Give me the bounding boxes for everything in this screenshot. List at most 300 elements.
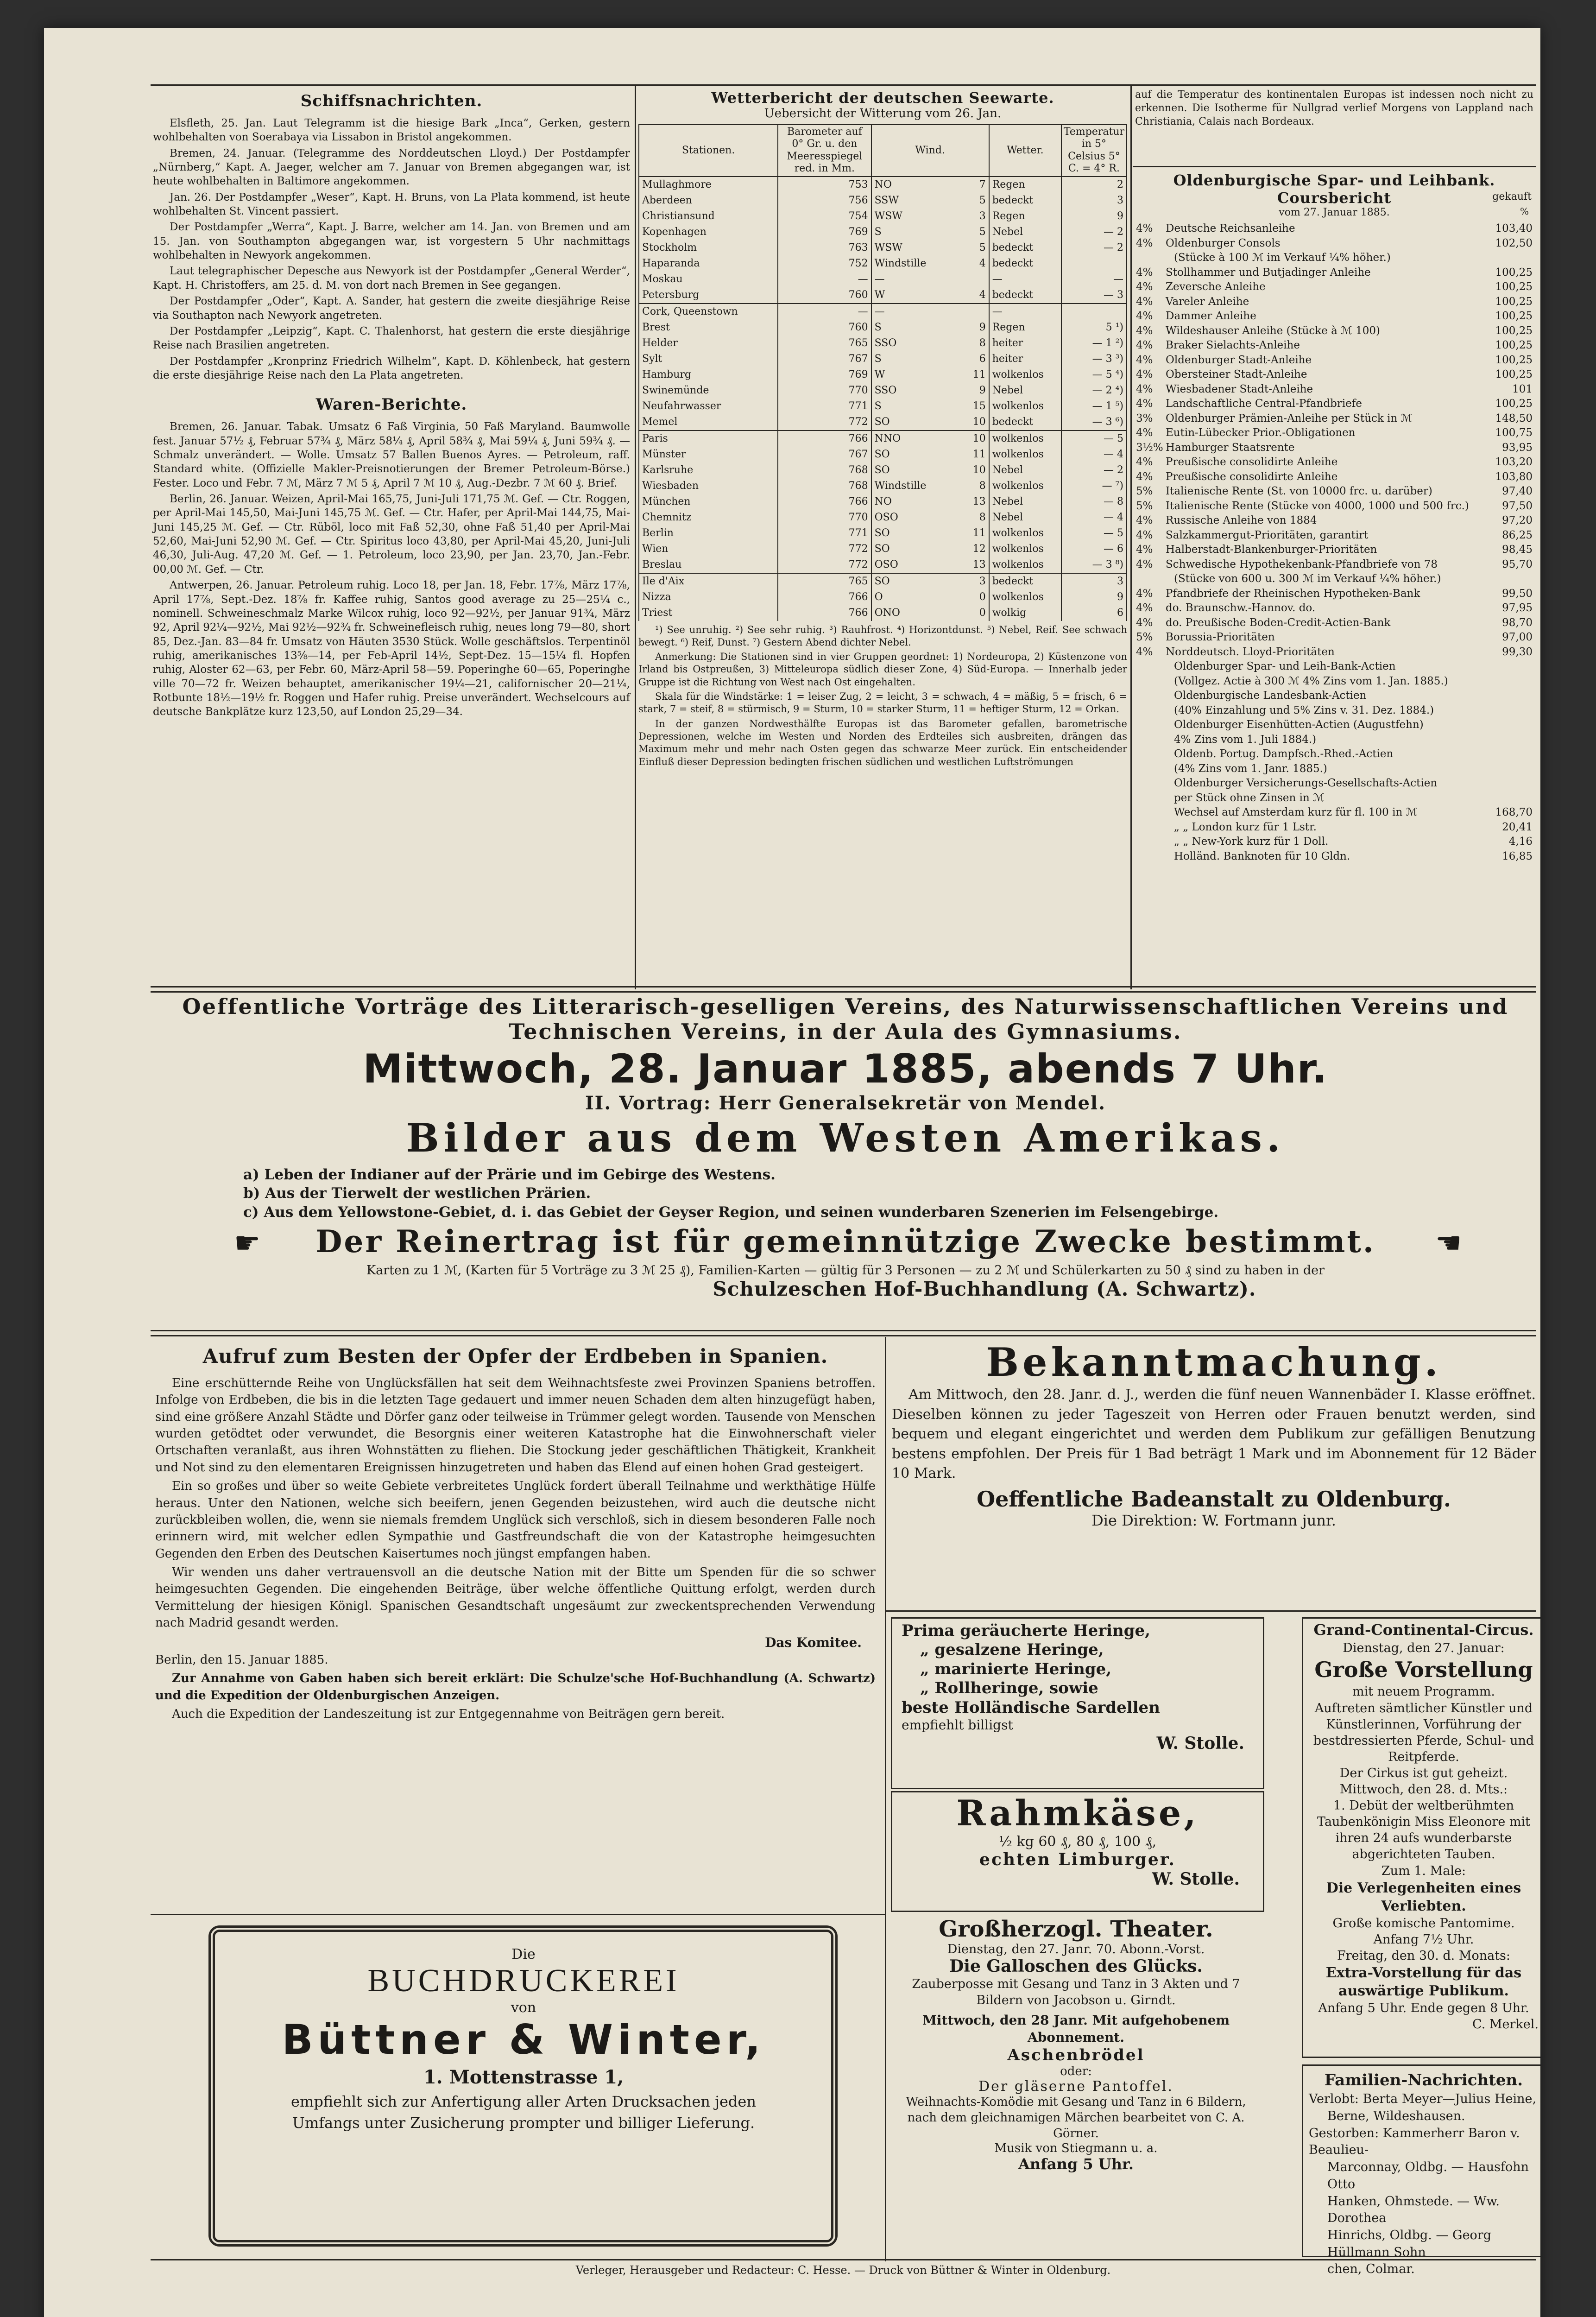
weather-condition: Nebel (989, 494, 1061, 510)
wind-strength: 0 (979, 591, 986, 603)
appeal-date: Berlin, den 15. Januar 1885. (155, 1652, 328, 1667)
bank-row (1135, 309, 1533, 324)
weather-wind (871, 414, 989, 430)
wind-direction: SO (874, 416, 890, 428)
bank-rate-value: 103,40 (1495, 222, 1533, 234)
weather-wind (871, 304, 989, 320)
weather-table (638, 124, 1127, 621)
weather-wind (871, 256, 989, 272)
weather-pressure: 753 (778, 177, 871, 193)
wind-strength: 5 (979, 241, 986, 253)
weather-pressure: 767 (778, 447, 871, 462)
weather-condition: wolkenlos (989, 367, 1061, 383)
circus-times: Anfang 5 Uhr. Ende gegen 8 Uhr. (1318, 2000, 1529, 2015)
bank-rate-interest (1135, 849, 1165, 864)
shipping-paragraph: Jan. 26. Der Postdampfer „Weser“, Kapt. H. Bruns, von La Plata kommend, ist heute wohlbehalten St. Vincent passiert. (153, 191, 630, 218)
weather-station: Hamburg (639, 367, 778, 383)
weather-row (639, 209, 1127, 224)
weather-pressure: 772 (778, 414, 871, 430)
family-line: Verlobt: Berta Meyer—Julius Heine, (1309, 2092, 1537, 2107)
weather-report (638, 88, 1127, 770)
weather-notes (638, 624, 1127, 768)
weather-station: München (639, 494, 778, 510)
bank-title: Oldenburgische Spar- und Leihbank. (1173, 171, 1495, 189)
weather-station: Brest (639, 320, 778, 336)
bank-rate-interest: 4% (1136, 266, 1153, 279)
bank-row (1135, 455, 1533, 470)
bank-row (1135, 762, 1533, 777)
circus-start: Anfang 7½ Uhr. (1373, 1932, 1474, 1947)
bank-rate-name: Hamburger Staatsrente (1166, 441, 1295, 454)
appeal-paragraph: Wir wenden uns daher vertrauensvoll an die deutsche Nation mit der Bitte um Spenden für die so schwer heimgesuchten Gegenden. Die eingehenden Beiträge, über welche öffentliche Quittung erfolgt, werden durch Vermittelung der hiesigen Königl. Spanischen Gesandtschaft ungesäumt zur zweckentsprechenden Verwendung nach Madrid gesandt werden. (155, 1565, 876, 1630)
weather-row (639, 447, 1127, 462)
bank-row (1135, 703, 1533, 718)
herring-line: „ Rollheringe, sowie (920, 1679, 1098, 1698)
weather-condition: bedeckt (989, 573, 1061, 589)
bank-rate-name: Oldenburger Consols (1166, 237, 1281, 249)
bank-rate-value (1490, 776, 1533, 791)
bank-rate-name: Oldenburger Eisenhütten-Actien (Augustfehn) (1174, 719, 1424, 731)
bank-rate-value: 99,30 (1502, 646, 1533, 658)
circus-extra: Extra-Vorstellung für das auswärtige Publikum. (1325, 1964, 1522, 1999)
weather-pressure: 772 (778, 541, 871, 557)
bank-rate-name: Pfandbriefe der Rheinischen Hypotheken-Bank (1166, 587, 1420, 600)
bank-rate-name: do. Braunschw.-Hannov. do. (1166, 602, 1316, 614)
weather-row (639, 320, 1127, 336)
wind-strength: 10 (972, 464, 986, 476)
bank-row (1135, 849, 1533, 864)
shipping-paragraph: Bremen, 24. Januar. (Telegramme des Norddeutschen Lloyd.) Der Postdampfer „Nürnberg,“ Kapt. A. Jaeger, welcher am 7. Januar von Bremen abgegangen war, ist heute wohlbehalten in Baltimore angekommen. (153, 147, 630, 188)
bank-rate-interest: 4% (1136, 398, 1153, 410)
bank-rate-name: Deutsche Reichsanleihe (1166, 222, 1295, 234)
bank-rate-interest: 4% (1136, 646, 1153, 658)
wind-strength: 7 (979, 178, 986, 190)
weather-temperature: — 2 (1061, 462, 1127, 478)
bank-rate-value: 97,40 (1502, 485, 1533, 497)
bank-rate-value: 16,85 (1502, 850, 1533, 862)
family-line: Hanken, Ohmstede. — Ww. Dorothea (1327, 2194, 1500, 2226)
weather-pressure: 756 (778, 193, 871, 209)
bank-row (1135, 733, 1533, 747)
weather-header: Wind. (871, 125, 989, 177)
herring-tail: empfiehlt billigst (902, 1717, 1013, 1733)
bank-rate-value: 100,25 (1495, 295, 1533, 308)
bank-rate-name: Borussia-Prioritäten (1166, 631, 1275, 643)
print-ad-address: 1. Mottenstrasse 1, (423, 2066, 624, 2088)
weather-station: Mullaghmore (639, 177, 778, 193)
weather-station: Breslau (639, 557, 778, 573)
shipping-paragraph: Elsfleth, 25. Jan. Laut Telegramm ist die hiesige Bark „Inca“, Gerken, gestern wohlbehalten von Soerabaya via Lissabon in Bristol angekommen. (153, 117, 630, 144)
bank-row (1135, 630, 1533, 645)
wind-direction: — (874, 305, 885, 317)
wind-direction: SO (874, 575, 890, 587)
imprint: Verleger, Herausgeber und Redacteur: C. Hesse. — Druck von Büttner & Winter in Oldenburg. (575, 2264, 1111, 2277)
weather-row (639, 494, 1127, 510)
bank-rate-interest (1135, 572, 1165, 587)
circus-first: Zum 1. Male: (1381, 1863, 1466, 1878)
wind-direction: S (874, 353, 882, 365)
weather-condition: Nebel (989, 510, 1061, 525)
bank-rate-interest: 4% (1136, 310, 1153, 322)
weather-condition: bedeckt (989, 256, 1061, 272)
weather-station: Memel (639, 414, 778, 430)
weather-temperature: — 5 (1061, 430, 1127, 447)
bank-row (1135, 543, 1533, 557)
wind-direction: W (874, 289, 885, 301)
wind-strength: 6 (979, 353, 986, 365)
weather-temperature: 6 (1061, 605, 1127, 621)
bank-rate-value: 93,95 (1502, 441, 1533, 454)
pointing-hand-icon: ☛ (1435, 1226, 1462, 1260)
shipping-title: Schiffsnachrichten. (300, 92, 483, 110)
weather-header: Temperatur in 5° Celsius 5° C. = 4° R. (1061, 125, 1127, 177)
wind-strength: 4 (979, 289, 986, 301)
weather-condition: wolkenlos (989, 399, 1061, 414)
weather-pressure: — (778, 272, 871, 287)
bank-rate-interest: 4% (1136, 281, 1153, 293)
circus-friday: Freitag, den 30. d. Monats: (1337, 1948, 1511, 1963)
top-rule (151, 84, 1536, 86)
weather-wind (871, 224, 989, 240)
bank-rate-interest: 4% (1136, 427, 1153, 439)
weather-note: Skala für die Windstärke: 1 = leiser Zug, 2 = leicht, 3 = schwach, 4 = mäßig, 5 = frisch, 6 = stark, 7 = steif, 8 = stürmisch, 9 = Sturm, 10 = starker Sturm, 11 = heftiger Sturm, 12 = Orkan. (638, 691, 1127, 715)
theater-tuesday: Dienstag, den 27. Janr. 70. Abonn.-Vorst. (947, 1942, 1205, 1956)
weather-row (639, 510, 1127, 525)
bank-rate-interest (1135, 733, 1165, 747)
weather-station: Haparanda (639, 256, 778, 272)
bank-rate-value: 100,25 (1495, 310, 1533, 322)
theater-play1: Die Galloschen des Glücks. (949, 1956, 1203, 1976)
bank-rate-name: Wiesbadener Stadt-Anleihe (1166, 383, 1313, 395)
lecture-line1: Oeffentliche Vorträge des Litterarisch-geselligen Vereins, des Naturwissenschaftlichen Vereins und (182, 994, 1509, 1019)
wind-strength: 3 (979, 575, 986, 587)
weather-station: Neufahrwasser (639, 399, 778, 414)
wind-direction: O (874, 591, 883, 603)
theater-music: Musik von Stiegmann u. a. (994, 2141, 1158, 2156)
bank-rate-name: Dammer Anleihe (1166, 310, 1256, 322)
weather-row (639, 383, 1127, 399)
bank-row (1135, 747, 1533, 762)
weather-condition: wolkenlos (989, 589, 1061, 605)
bank-rate-value: 100,25 (1495, 266, 1533, 279)
bank-rate-interest: 4% (1136, 237, 1153, 249)
bank-rate-interest: 4% (1136, 616, 1153, 629)
weather-temperature: — 3 (1061, 287, 1127, 304)
wind-strength: 9 (979, 321, 986, 333)
wind-direction: SO (874, 543, 890, 555)
weather-pressure: 765 (778, 336, 871, 351)
weather-temperature: — (1061, 272, 1127, 287)
wind-direction: SSW (874, 194, 899, 206)
bank-rate-interest: 4% (1136, 368, 1153, 380)
herring-seller: W. Stolle. (1156, 1733, 1244, 1753)
family-line: Hinrichs, Oldbg. — Georg Hüllmann Sohn (1327, 2228, 1492, 2260)
weather-pressure: 766 (778, 494, 871, 510)
bank-rate-name: Salzkammergut-Prioritäten, garantirt (1166, 529, 1369, 541)
weather-station: Stockholm (639, 240, 778, 256)
weather-temperature: — 3 ³) (1061, 351, 1127, 367)
circus-date: Dienstag, den 27. Januar: (1343, 1640, 1505, 1655)
column-rule-1 (635, 86, 636, 989)
section-rule-1 (151, 986, 1536, 993)
bank-rate-interest (1135, 251, 1165, 266)
wind-direction: SO (874, 448, 890, 460)
weather-wind (871, 367, 989, 383)
bank-rate-name: Landschaftliche Central-Pfandbriefe (1166, 398, 1362, 410)
weather-row (639, 177, 1127, 193)
appeal-paragraph: Zur Annahme von Gaben haben sich bereit erklärt: Die Schulze'sche Hof-Buchhandlung (A. Schwartz) und die Expedition der Oldenburgischen Anzeigen. (155, 1671, 876, 1703)
weather-row (639, 351, 1127, 367)
lecture-item: b) Aus der Tierwelt der westlichen Prärien. (243, 1185, 591, 1202)
wind-strength: 0 (979, 607, 986, 619)
weather-station: Münster (639, 447, 778, 462)
weather-note: ¹) See unruhig. ²) See sehr ruhig. ³) Rauhfrost. ⁴) Horizontdunst. ⁵) Nebel, Reif. See schwach bewegt. ⁶) Reif, Dunst. ⁷) Gestern Abend dichter Nebel. (638, 624, 1127, 648)
earthquake-appeal (155, 1340, 876, 1724)
wind-strength: 5 (979, 226, 986, 238)
bank-rate-value: 20,41 (1502, 821, 1533, 833)
circus-pantomime: Die Verlegenheiten eines Verliebten. (1326, 1880, 1521, 1914)
herring-line: „ gesalzene Heringe, (920, 1640, 1104, 1659)
wind-direction: S (874, 226, 882, 238)
weather-wind (871, 351, 989, 367)
wind-direction: OSO (874, 558, 898, 570)
cheese-ad (891, 1791, 1264, 1912)
weather-temperature: 3 (1061, 573, 1127, 589)
bank-row (1135, 499, 1533, 514)
bank-rate-value: 100,25 (1495, 339, 1533, 351)
wind-strength: 15 (972, 400, 986, 412)
weather-wind (871, 399, 989, 414)
weather-station: Cork, Queenstown (639, 304, 778, 320)
weather-station: Nizza (639, 589, 778, 605)
weather-temperature: 9 (1061, 589, 1127, 605)
bank-row (1135, 718, 1533, 733)
bank-rate-value: 97,50 (1502, 500, 1533, 512)
wind-direction: SO (874, 464, 890, 476)
weather-wind (871, 462, 989, 478)
bank-rate-interest (1135, 747, 1165, 762)
bank-row (1135, 441, 1533, 456)
weather-temperature: 5 ¹) (1061, 320, 1127, 336)
wind-strength: 12 (972, 543, 986, 555)
bank-row (1135, 805, 1533, 820)
wind-strength: 8 (979, 511, 986, 523)
bank-rate-name: Wildeshauser Anleihe (Stücke à ℳ 100) (1166, 324, 1380, 337)
bath-text: Am Mittwoch, den 28. Janr. d. J., werden die fünf neuen Wannenbäder I. Klasse eröffnet. Dieselben können zu jeder Tageszeit von Herren oder Frauen benutzt werden, sind bequem und elegant eingerichtet und werden dem Publikum zur gefälligen Benutzung bestens empfohlen. Der Preis für 1 Bad beträgt 1 Mark und im Abonnement für 12 Bäder 10 Mark. (892, 1386, 1536, 1482)
print-ad-title: BUCHDRUCKEREI (367, 1963, 680, 1999)
family-line: Marconnay, Oldbg. — Hausfohn Otto (1327, 2160, 1529, 2191)
family-title: Familien-Nachrichten. (1324, 2071, 1523, 2089)
bank-rate-value (1490, 718, 1533, 733)
bath-notice (892, 1339, 1536, 1529)
bank-rate-name: (Stücke von 600 u. 300 ℳ im Verkauf ¼% höher.) (1174, 573, 1441, 585)
bank-rate-name: Italienische Rente (Stücke von 4000, 1000 und 500 frc.) (1166, 500, 1469, 512)
wind-strength: 10 (972, 432, 986, 444)
bank-rate-name: Eutin-Lübecker Prior.-Obligationen (1166, 427, 1356, 439)
weather-temperature: — 2 ⁴) (1061, 383, 1127, 399)
weather-station: Paris (639, 430, 778, 447)
family-line: Berne, Wildeshausen. (1327, 2108, 1465, 2123)
bank-row (1135, 353, 1533, 368)
wind-direction: WSW (874, 210, 902, 222)
shipping-paragraph: Laut telegraphischer Depesche aus Newyork ist der Postdampfer „General Werder“, Kapt. H. Christoffers, am 25. d. M. von dort nach Bremen in See gegangen. (153, 265, 630, 291)
bank-rate-value: 100,25 (1495, 398, 1533, 410)
weather-wind (871, 557, 989, 573)
weather-row (639, 541, 1127, 557)
bank-rate-interest (1135, 703, 1165, 718)
weather-note: In der ganzen Nordwesthälfte Europas ist das Barometer gefallen, barometrische Depressionen, welche im Westen und Norden des Erdteiles sich ausbreiten, drängen das Maximum mehr und mehr nach Osten gegen das schwarze Meer zurück. Ein entscheidender Einfluß dieser Depression bedingten frischen südlichen und westlichen Luftströmungen (638, 718, 1127, 767)
weather-temperature: — 4 (1061, 510, 1127, 525)
weather-pressure: 768 (778, 478, 871, 494)
bank-rate-value: 99,50 (1502, 587, 1533, 600)
weather-row (639, 193, 1127, 209)
weather-wind (871, 430, 989, 447)
weather-temperature: — 1 ⁵) (1061, 399, 1127, 414)
weather-wind (871, 510, 989, 525)
column-rule-2 (1130, 86, 1132, 989)
print-ad-text: empfiehlt sich zur Anfertigung aller Arten Drucksachen jeden Umfangs unter Zusicherung prompter und billiger Lieferung. (291, 2093, 756, 2132)
bank-rate-value (1490, 572, 1533, 587)
weather-wind (871, 589, 989, 605)
weather-pressure: 769 (778, 367, 871, 383)
weather-row (639, 256, 1127, 272)
bank-rate-value: 98,45 (1502, 544, 1533, 556)
bank-row (1135, 367, 1533, 382)
shipping-paragraph: Der Postdampfer „Leipzig“, Kapt. C. Thalenhorst, hat gestern die erste diesjährige Reise nach Brasilien angetreten. (153, 325, 630, 352)
shipping-paragraph: Der Postdampfer „Kronprinz Friedrich Wilhelm“, Kapt. D. Köhlenbeck, hat gestern die erste diesjährige Reise nach den La Plata angetreten. (153, 355, 630, 381)
print-ad-name: Büttner & Winter, (282, 2016, 765, 2064)
weather-station: Berlin (639, 525, 778, 541)
theater-oder: oder: (1060, 2064, 1092, 2078)
bank-rate-name: Wechsel auf Amsterdam kurz für fl. 100 in ℳ (1174, 806, 1418, 818)
family-line: chen, Colmar. (1327, 2262, 1415, 2277)
bank-rate-interest: 4% (1136, 324, 1153, 337)
circus-signature: C. Merkel. (1472, 2017, 1539, 2032)
bank-rate-name: (40% Einzahlung und 5% Zins v. 31. Dez. 1884.) (1174, 704, 1434, 716)
weather-condition: wolkenlos (989, 541, 1061, 557)
weather-header: Stationen. (639, 125, 778, 177)
weather-pressure: 766 (778, 430, 871, 447)
bank-col-head: gekauft (1492, 191, 1532, 203)
wind-strength: 11 (972, 368, 986, 380)
weather-row (639, 304, 1127, 320)
lecture-tickets: Karten zu 1 ℳ, (Karten für 5 Vorträge zu 3 ℳ 25 ₰), Familien-Karten — gültig für 3 Personen — zu 2 ℳ und Schülerkarten zu 50 ₰ sind zu haben in der (366, 1263, 1325, 1278)
bank-rate-value: 97,20 (1502, 514, 1533, 526)
weather-condition: Nebel (989, 462, 1061, 478)
weather-wind (871, 177, 989, 193)
weather-pressure: 767 (778, 351, 871, 367)
weather-wind (871, 573, 989, 589)
wind-strength: 13 (972, 495, 986, 507)
proceeds-row (155, 1223, 1536, 1263)
bank-rate-interest: 3½% (1136, 441, 1163, 454)
wind-direction: ONO (874, 607, 900, 619)
bank-rate-interest: 4% (1136, 544, 1153, 556)
bank-rate-name: 4% Zins vom 1. Juli 1884.) (1174, 733, 1317, 746)
weather-row (639, 399, 1127, 414)
theater-wednesday: Mittwoch, den 28 Janr. Mit aufgehobenem Abonnement. (922, 2013, 1230, 2045)
bank-row (1135, 470, 1533, 485)
weather-temperature (1061, 256, 1127, 272)
weather-wind (871, 525, 989, 541)
bank-rate-name: Braker Sielachts-Anleihe (1166, 339, 1300, 351)
bank-row (1135, 280, 1533, 295)
weather-wind (871, 605, 989, 621)
lecture-item: c) Aus dem Yellowstone-Gebiet, d. i. das Gebiet der Geyser Region, und seinen wunderbaren Szenerien im Felsengebirge. (243, 1203, 1219, 1221)
bank-rate-value: 4,16 (1508, 836, 1533, 848)
weather-condition: bedeckt (989, 240, 1061, 256)
weather-condition: — (989, 304, 1061, 320)
bank-rate-name: Russische Anleihe von 1884 (1166, 514, 1317, 526)
weather-temperature: — 1 ²) (1061, 336, 1127, 351)
column-rule-3 (885, 1337, 886, 2261)
bank-row (1135, 835, 1533, 849)
weather-pressure: 766 (778, 589, 871, 605)
wind-direction: Windstille (874, 257, 927, 269)
family-news (1302, 2064, 1540, 2277)
bank-rate-name: (4% Zins vom 1. Janr. 1885.) (1174, 762, 1327, 775)
weather-wind (871, 287, 989, 304)
bank-rate-value (1490, 733, 1533, 747)
wind-strength: 11 (972, 448, 986, 460)
bank-rate-value: 102,50 (1495, 237, 1533, 249)
bank-row (1135, 645, 1533, 660)
wind-strength: 8 (979, 480, 986, 492)
pointing-hand-icon: ☛ (234, 1226, 261, 1260)
weather-wind (871, 193, 989, 209)
bank-rate-interest (1135, 718, 1165, 733)
appeal-signature: Das Komitee. (765, 1634, 862, 1650)
bath-text-block (892, 1385, 1536, 1484)
weather-temperature: 9 (1061, 209, 1127, 224)
bank-rate-value: 97,95 (1502, 602, 1533, 614)
weather-pressure: 766 (778, 605, 871, 621)
circus-ad (1302, 1617, 1540, 2058)
weather-pressure: 763 (778, 240, 871, 256)
weather-row (639, 287, 1127, 304)
bank-rate-interest: 4% (1136, 470, 1153, 483)
weather-station: Helder (639, 336, 778, 351)
circus-debut: 1. Debüt der weltberühmten Taubenkönigin Miss Eleonore mit ihren 24 aufs wunderbarste abgerichteten Tauben. (1317, 1798, 1530, 1862)
weather-temperature: — 3 ⁶) (1061, 414, 1127, 430)
bank-rate-value: 98,70 (1502, 616, 1533, 629)
lecture-date: Mittwoch, 28. Januar 1885, abends 7 Uhr. (363, 1046, 1328, 1092)
bank-row (1135, 791, 1533, 806)
weather-condition: wolkenlos (989, 478, 1061, 494)
bank-row (1135, 674, 1533, 689)
bank-rate-interest (1135, 805, 1165, 820)
bank-rate-value: 101 (1512, 383, 1533, 395)
weather-condition: — (989, 272, 1061, 287)
bank-rate-value (1490, 703, 1533, 718)
theater-start: Anfang 5 Uhr. (1018, 2155, 1134, 2173)
bank-rate-value (1490, 659, 1533, 674)
weather-station: Kopenhagen (639, 224, 778, 240)
bank-rate-name: „ „ London kurz für 1 Lstr. (1174, 821, 1317, 833)
circus-pantomime-desc: Große komische Pantomime. (1332, 1916, 1515, 1931)
wind-direction: W (874, 368, 885, 380)
weather-condition: Regen (989, 320, 1061, 336)
weather-wind (871, 336, 989, 351)
weather-wind (871, 320, 989, 336)
circus-heated: Der Cirkus ist gut geheizt. (1339, 1766, 1508, 1780)
weather-temperature: — ⁷) (1061, 478, 1127, 494)
bank-rate-value: 168,70 (1495, 806, 1533, 818)
bank-rate-name: do. Preußische Boden-Credit-Actien-Bank (1166, 616, 1391, 629)
cheese-seller: W. Stolle. (1152, 1869, 1240, 1889)
weather-pressure: 752 (778, 256, 871, 272)
bank-rate-value (1490, 791, 1533, 806)
